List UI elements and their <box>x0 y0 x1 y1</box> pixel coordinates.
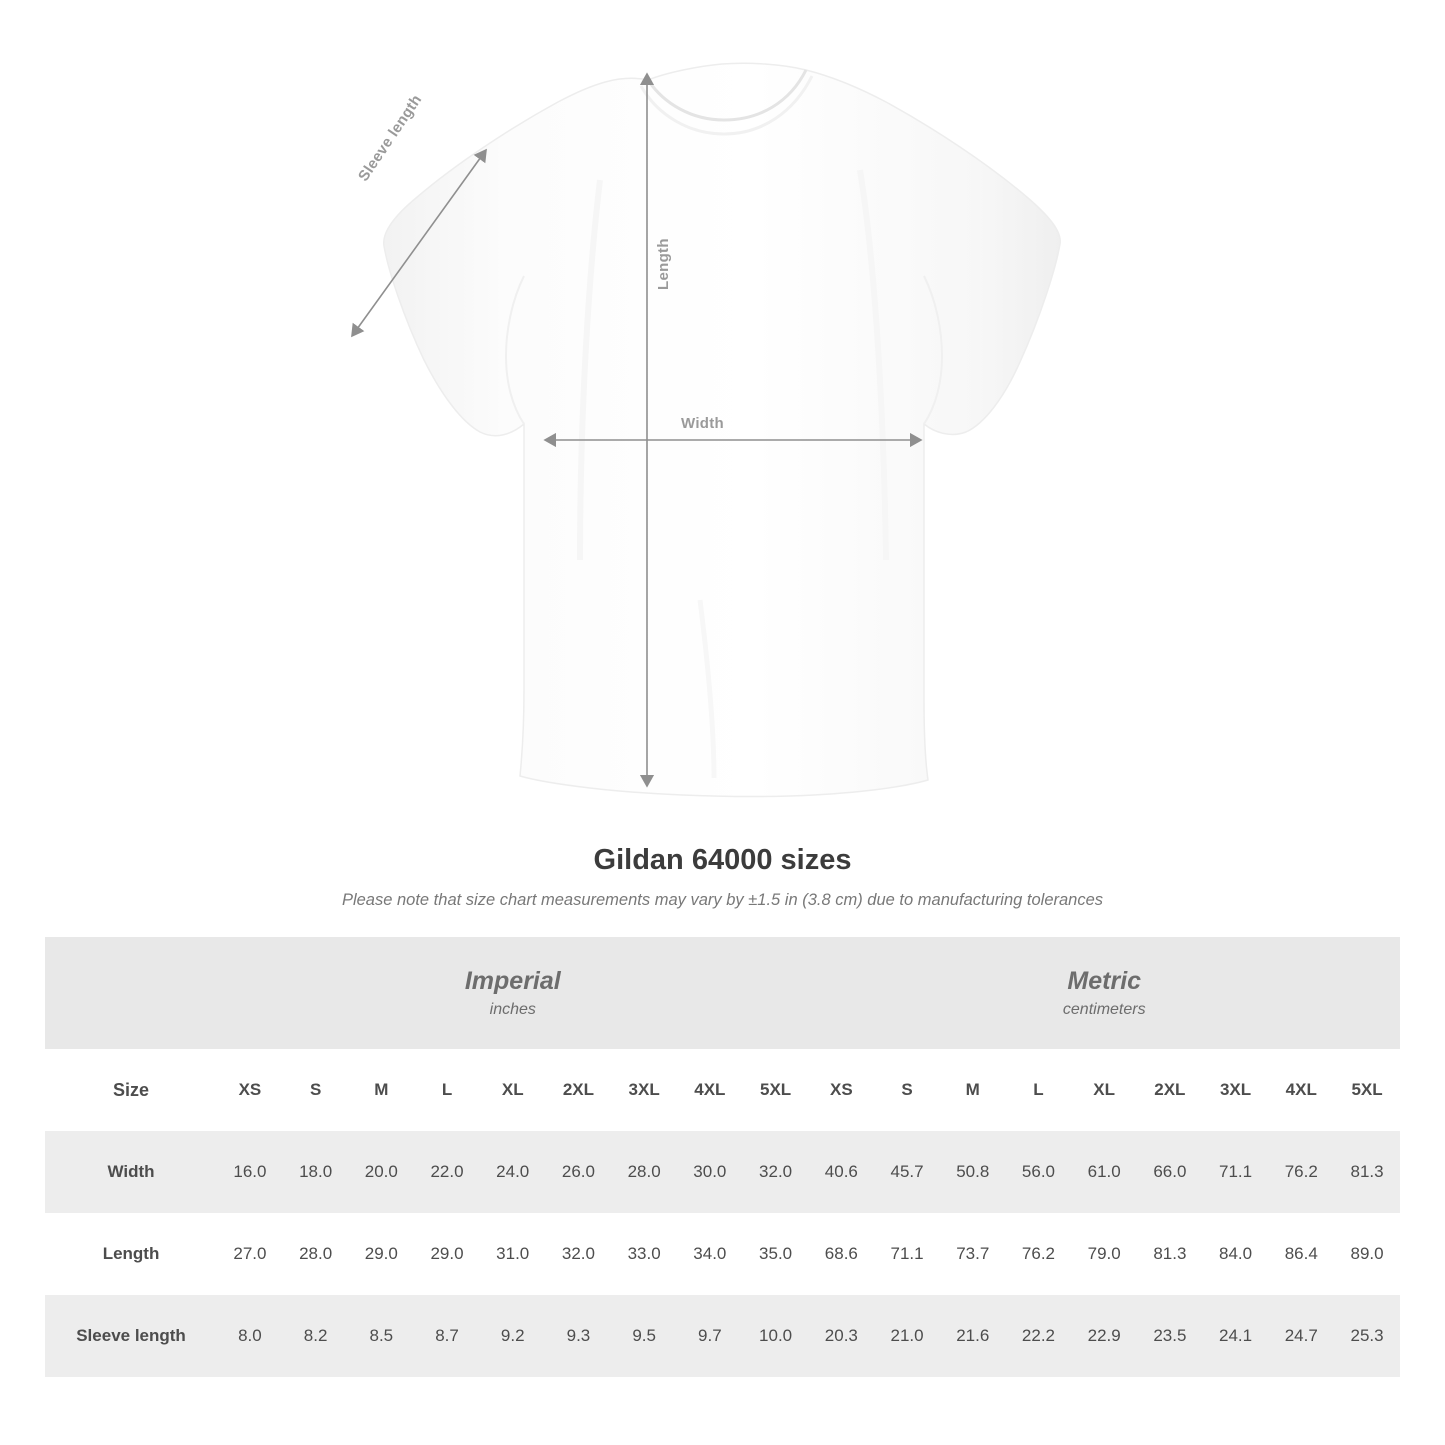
cell: 34.0 <box>677 1213 743 1295</box>
width-label: Width <box>681 415 725 432</box>
cell: 76.2 <box>1006 1213 1072 1295</box>
cell: 29.0 <box>348 1213 414 1295</box>
cell: 81.3 <box>1137 1213 1203 1295</box>
size-header-cell: M <box>348 1049 414 1131</box>
metric-unit: centimeters <box>1062 1001 1146 1019</box>
cell: 31.0 <box>480 1213 546 1295</box>
cell: 32.0 <box>743 1131 809 1213</box>
cell: 45.7 <box>874 1131 940 1213</box>
cell: 71.1 <box>874 1213 940 1295</box>
cell: 20.0 <box>348 1131 414 1213</box>
cell: 21.6 <box>940 1295 1006 1377</box>
cell: 32.0 <box>546 1213 612 1295</box>
size-header-cell: 3XL <box>1203 1049 1269 1131</box>
table-row <box>45 1131 1400 1213</box>
unit-system-imperial <box>217 937 808 1049</box>
cell: 84.0 <box>1203 1213 1269 1295</box>
row-label-width: Width <box>45 1131 217 1213</box>
cell: 20.3 <box>809 1295 875 1377</box>
cell: 61.0 <box>1071 1131 1137 1213</box>
cell: 8.7 <box>414 1295 480 1377</box>
size-header-cell: S <box>874 1049 940 1131</box>
cell: 24.0 <box>480 1131 546 1213</box>
row-label-length: Length <box>45 1213 217 1295</box>
page-title: Gildan 64000 sizes <box>593 844 852 876</box>
cell: 24.7 <box>1268 1295 1334 1377</box>
cell: 8.5 <box>348 1295 414 1377</box>
size-header-cell: S <box>283 1049 349 1131</box>
imperial-name: Imperial <box>464 966 561 995</box>
cell: 24.1 <box>1203 1295 1269 1377</box>
cell: 9.5 <box>611 1295 677 1377</box>
cell: 8.0 <box>217 1295 283 1377</box>
cell: 22.9 <box>1071 1295 1137 1377</box>
cell: 40.6 <box>809 1131 875 1213</box>
unit-system-metric <box>809 937 1401 1049</box>
cell: 25.3 <box>1334 1295 1400 1377</box>
size-header-cell: L <box>414 1049 480 1131</box>
size-header-cell: 5XL <box>743 1049 809 1131</box>
cell: 76.2 <box>1268 1131 1334 1213</box>
table-row <box>45 1213 1400 1295</box>
size-header-cell: 2XL <box>546 1049 612 1131</box>
cell: 81.3 <box>1334 1131 1400 1213</box>
size-header-row <box>45 1049 1400 1131</box>
imperial-unit: inches <box>489 1001 536 1019</box>
size-table <box>45 937 1400 1377</box>
sleeve-length-label: Sleeve length <box>355 91 426 185</box>
size-header-cell: XL <box>480 1049 546 1131</box>
size-header-cell: M <box>940 1049 1006 1131</box>
unit-system-spacer <box>45 937 217 1049</box>
cell: 28.0 <box>283 1213 349 1295</box>
cell: 27.0 <box>217 1213 283 1295</box>
cell: 22.2 <box>1006 1295 1072 1377</box>
size-header-cell: 2XL <box>1137 1049 1203 1131</box>
cell: 89.0 <box>1334 1213 1400 1295</box>
cell: 26.0 <box>546 1131 612 1213</box>
size-header-cell: 5XL <box>1334 1049 1400 1131</box>
size-table-wrapper <box>45 937 1400 1377</box>
cell: 10.0 <box>743 1295 809 1377</box>
metric-name: Metric <box>1067 966 1142 995</box>
size-header-cell: XL <box>1071 1049 1137 1131</box>
cell: 29.0 <box>414 1213 480 1295</box>
unit-system-row <box>45 937 1400 1049</box>
cell: 30.0 <box>677 1131 743 1213</box>
size-header-label: Size <box>45 1049 217 1131</box>
cell: 16.0 <box>217 1131 283 1213</box>
cell: 71.1 <box>1203 1131 1269 1213</box>
row-label-sleeve-length: Sleeve length <box>45 1295 217 1377</box>
size-header-cell: 4XL <box>677 1049 743 1131</box>
cell: 28.0 <box>611 1131 677 1213</box>
cell: 9.3 <box>546 1295 612 1377</box>
size-header-cell: XS <box>217 1049 283 1131</box>
cell: 35.0 <box>743 1213 809 1295</box>
cell: 18.0 <box>283 1131 349 1213</box>
cell: 68.6 <box>809 1213 875 1295</box>
size-header-cell: 4XL <box>1268 1049 1334 1131</box>
length-label: Length <box>655 238 672 290</box>
cell: 33.0 <box>611 1213 677 1295</box>
cell: 9.2 <box>480 1295 546 1377</box>
cell: 79.0 <box>1071 1213 1137 1295</box>
cell: 86.4 <box>1268 1213 1334 1295</box>
cell: 56.0 <box>1006 1131 1072 1213</box>
cell: 22.0 <box>414 1131 480 1213</box>
title-block <box>0 844 1445 910</box>
size-header-cell: L <box>1006 1049 1072 1131</box>
cell: 66.0 <box>1137 1131 1203 1213</box>
cell: 73.7 <box>940 1213 1006 1295</box>
cell: 50.8 <box>940 1131 1006 1213</box>
size-header-cell: 3XL <box>611 1049 677 1131</box>
tolerance-note: Please note that size chart measurements may vary by ±1.5 in (3.8 cm) due to manufacturing tolerances <box>341 891 1104 909</box>
table-row <box>45 1295 1400 1377</box>
cell: 8.2 <box>283 1295 349 1377</box>
size-header-cell: XS <box>809 1049 875 1131</box>
cell: 9.7 <box>677 1295 743 1377</box>
cell: 21.0 <box>874 1295 940 1377</box>
cell: 23.5 <box>1137 1295 1203 1377</box>
